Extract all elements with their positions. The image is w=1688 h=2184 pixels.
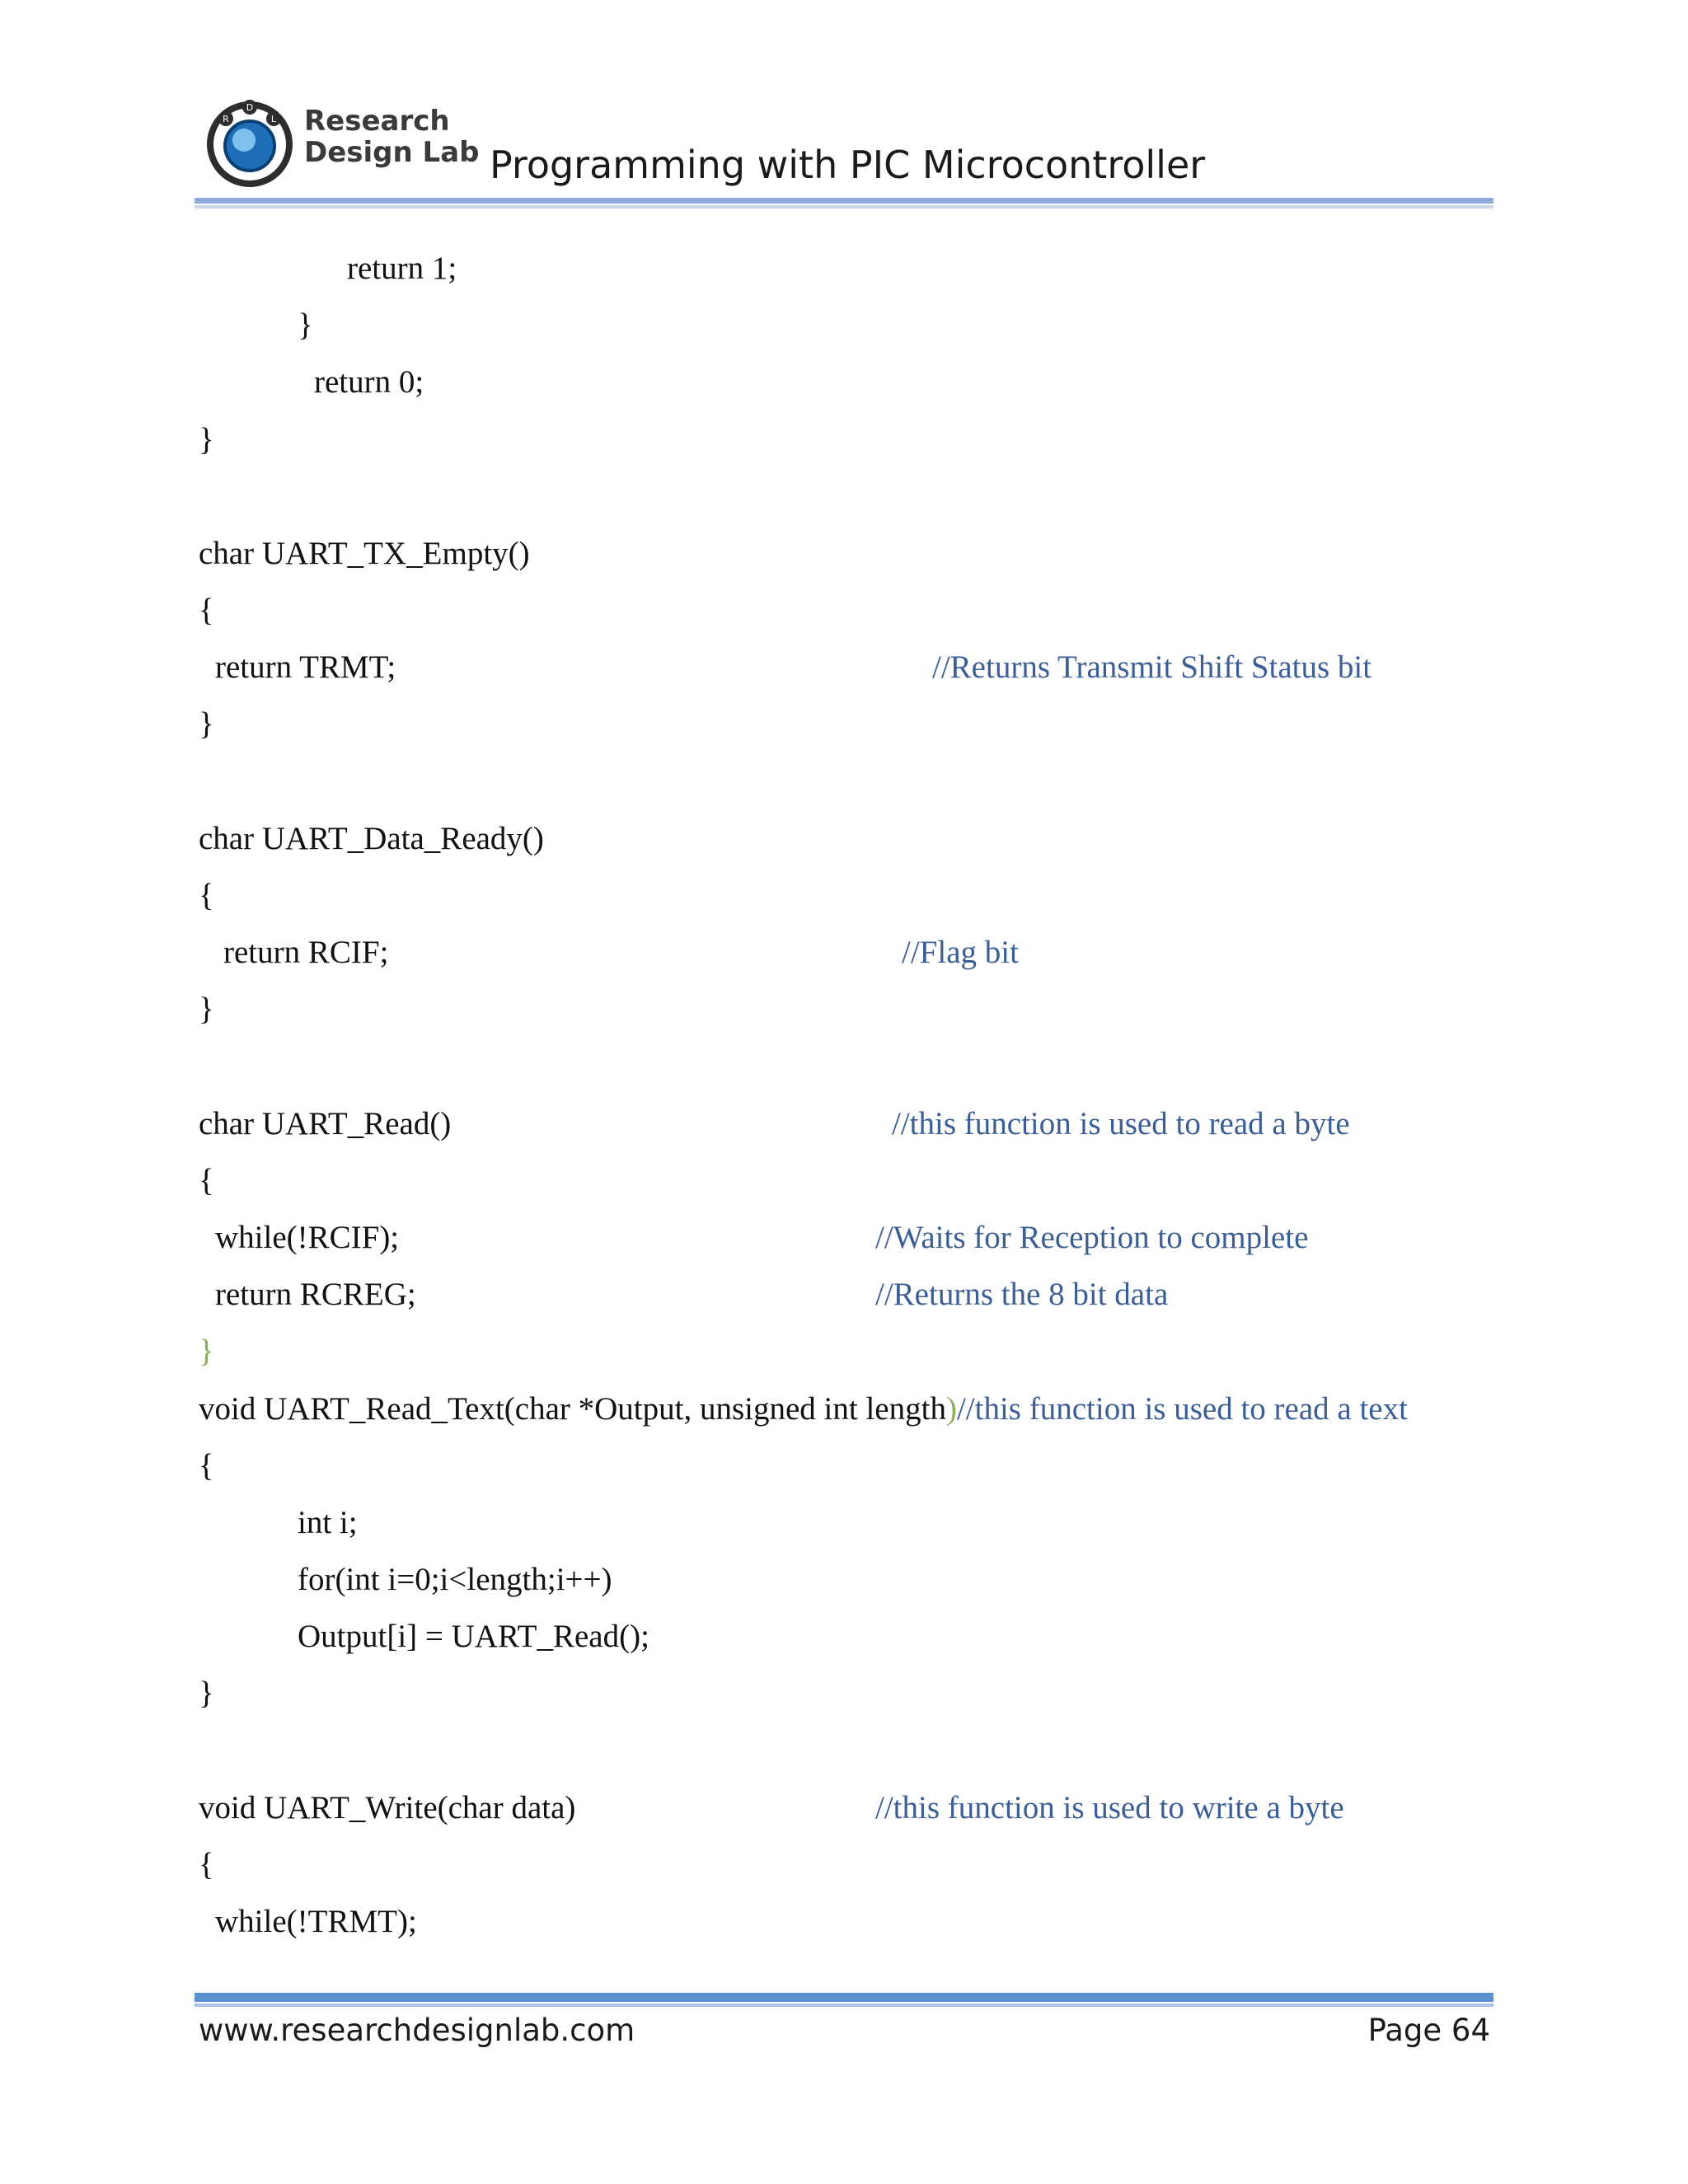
code-line: { [199,1448,214,1483]
code-line: return RCREG; [215,1277,416,1312]
document-title: Programming with PIC Microcontroller [490,143,1206,187]
code-comment: //this function is used to read a text [956,1391,1408,1427]
code-line: } [199,1675,214,1711]
code-line: Output[i] = UART_Read(); [298,1619,649,1654]
rdl-logo-icon [204,99,295,190]
code-comment: //Flag bit [902,935,1019,970]
code-line: return RCIF; [223,935,389,970]
code-line: char UART_Read() [199,1106,452,1141]
svg-text:D: D [246,102,254,113]
code-line: while(!RCIF); [215,1220,400,1255]
svg-text:L: L [270,114,277,124]
code-line: void UART_Read_Text(char *Output, unsigned int length)//this function is used to read a text [199,1391,1408,1427]
code-line: } [199,1333,214,1369]
code-line: { [199,1847,214,1882]
code-comment: //Returns Transmit Shift Status bit [932,649,1372,685]
code-comment: //this function is used to write a byte [875,1790,1344,1825]
code-line: { [199,1163,214,1198]
code-line: void UART_Write(char data) [199,1790,576,1825]
code-line: } [199,706,214,742]
code-paren: ) [945,1391,957,1427]
header-rule [195,198,1493,204]
code-comment: //Returns the 8 bit data [875,1277,1169,1312]
logo-wordmark [304,105,480,168]
header-rule-thin [195,205,1493,209]
page-number: Page 64 [1367,2013,1490,2048]
code-line: return 1; [347,251,457,286]
code-line: char UART_Data_Ready() [199,821,544,856]
footer-url[interactable]: www.researchdesignlab.com [199,2013,635,2048]
code-line: { [199,593,214,628]
code-line: } [199,991,214,1027]
code-line: { [199,878,214,913]
code-line: } [298,307,313,343]
footer-rule-thin [195,2004,1493,2007]
logo-line-1: Research [304,105,450,138]
svg-text:R: R [223,114,229,124]
code-comment: //Waits for Reception to complete [875,1220,1309,1255]
logo-line-2: Design Lab [304,136,480,169]
code-line: } [199,422,214,457]
code-line: for(int i=0;i<length;i++) [298,1562,612,1597]
code-comment: //this function is used to read a byte [892,1106,1350,1141]
footer-rule [195,1993,1493,2002]
code-line: int i; [298,1505,358,1540]
code-line: char UART_TX_Empty() [199,536,530,571]
code-line: return TRMT; [215,649,396,685]
page-header [0,0,1688,223]
code-line: return 0; [314,364,424,400]
code-line: while(!TRMT); [215,1904,417,1939]
